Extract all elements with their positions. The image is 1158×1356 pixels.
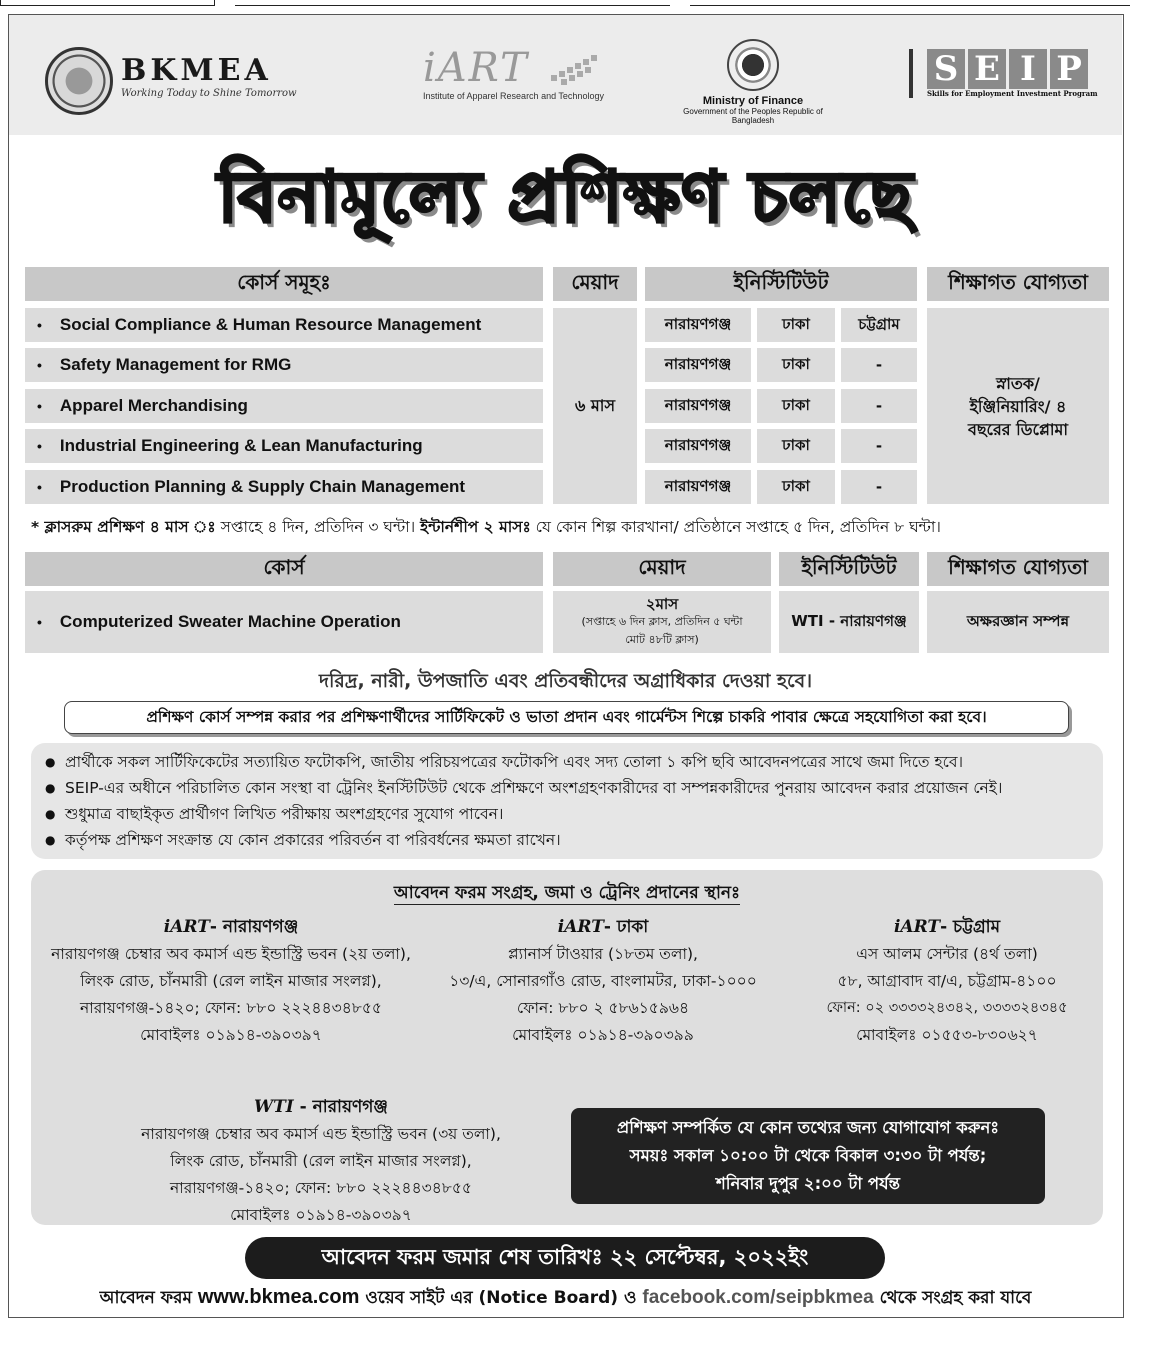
- address-line: মোবাইলঃ ০১৯১৪-৩৯০৩৯৭: [140, 1026, 322, 1044]
- course-name: Safety Management for RMG: [59, 355, 292, 374]
- course-name: Social Compliance & Human Resource Management: [59, 315, 482, 334]
- city-name: - ঢাকা: [603, 917, 649, 937]
- note-internship-label: ইন্টার্নশীপ ২ মাসঃ: [420, 518, 531, 536]
- table2-header-institute: ইনিস্টিটিউট: [779, 552, 919, 586]
- table2-qualification: অক্ষরজ্ঞান সম্পন্ন: [927, 591, 1109, 653]
- website-link[interactable]: www.bkmea.com: [197, 1286, 360, 1308]
- course-row-2: • Safety Management for RMG: [25, 348, 543, 382]
- inst-cell: ঢাকা: [757, 308, 835, 342]
- inst-cell: -: [841, 389, 917, 423]
- table2-duration: [553, 591, 771, 653]
- contact-line: সময়ঃ সকাল ১০:০০ টা থেকে বিকাল ৩:৩০ টা পর্যন্ত;: [629, 1146, 987, 1165]
- table1-qualification: স্নাতক/ ইঞ্জিনিয়ারিং/ ৪ বছরের ডিপ্লোমা: [927, 308, 1109, 504]
- address-iart-dhaka: [433, 914, 773, 1049]
- table1-header-institute: ইনিস্টিটিউট: [645, 267, 917, 301]
- city-name: - নারায়ণগঞ্জ: [293, 1097, 388, 1117]
- course-name: Production Planning & Supply Chain Management: [59, 477, 466, 496]
- bkmea-seal-icon: [45, 47, 113, 115]
- sweater-course-row: • Computerized Sweater Machine Operation: [25, 591, 543, 653]
- course-name: Computerized Sweater Machine Operation: [59, 612, 401, 631]
- table1-duration: ৬ মাস: [553, 308, 637, 504]
- address-heading: [31, 914, 431, 941]
- city-name: - চট্টগ্রাম: [940, 917, 1001, 937]
- rules-list: [31, 743, 1103, 859]
- priority-statement: দরিদ্র, নারী, উপজাতি এবং প্রতিবন্ধীদের অগ্রাধিকার দেওয়া হবে।: [319, 670, 812, 692]
- address-line: লিংক রোড, চাঁনমারী (রেল লাইন মাজার সংলগ্ন),: [170, 1152, 472, 1170]
- address-line: ফোন: ০২ ৩৩৩৩২৪৩৪২, ৩৩৩৩২৪৩৪৫: [826, 1000, 1068, 1016]
- address-line: মোবাইলঃ ০১৫৫৩-৮৩০৬২৭: [856, 1026, 1038, 1044]
- addresses-title-text: আবেদন ফরম সংগ্রহ, জমা ও ট্রেনিং প্রদানের স্থানঃ: [393, 883, 741, 903]
- address-wti-narayanganj: [121, 1094, 521, 1229]
- note-classroom-text: সপ্তাহে ৪ দিন, প্রতিদিন ৩ ঘন্টা।: [215, 518, 421, 536]
- address-iart-narayanganj: [31, 914, 431, 1049]
- inst-cell: -: [841, 470, 917, 504]
- mof-subtitle: Government of the Peoples Republic of Bangladesh: [683, 107, 823, 125]
- seip-subtitle: Skills for Employment Investment Program: [927, 89, 1098, 98]
- duration-main: ২মাস: [645, 595, 679, 613]
- brand-name: iART: [893, 917, 941, 937]
- deadline-banner: আবেদন ফরম জমার শেষ তারিখঃ ২২ সেপ্টেম্বর, ২০২২ইং: [245, 1237, 885, 1279]
- address-line: নারায়ণগঞ্জ চেম্বার অব কমার্স এন্ড ইন্ডাস্ট্রি ভবন (৩য় তলা),: [141, 1125, 501, 1143]
- bkmea-wordmark: [121, 53, 297, 99]
- seip-letter: E: [968, 49, 1006, 89]
- bkmea-logo: [45, 47, 113, 115]
- addresses-panel: [31, 870, 1103, 1225]
- course-row-4: • Industrial Engineering & Lean Manufacturing: [25, 429, 543, 463]
- address-line: নারায়ণগঞ্জ-১৪২০; ফোন: ৮৮০ ২২২৪৪৩৪৮৫৫: [80, 999, 382, 1017]
- address-line: ৫৮, আগ্রাবাদ বা/এ, চট্টগ্রাম-৪১০০: [837, 972, 1057, 990]
- table1-header-course: কোর্স সমূহঃ: [25, 267, 543, 301]
- mof-logo: [665, 39, 841, 125]
- footer-note: [9, 1285, 1122, 1313]
- bkmea-name: BKMEA: [121, 53, 272, 88]
- top-strip-box-left: [0, 0, 215, 6]
- course-name: Industrial Engineering & Lean Manufacturing: [59, 436, 423, 455]
- top-strip: [0, 0, 1158, 10]
- inst-cell: নারায়ণগঞ্জ: [645, 348, 751, 382]
- seip-letter: P: [1050, 49, 1088, 89]
- course-row-3: • Apparel Merchandising: [25, 389, 543, 423]
- footer-pre: আবেদন ফরম: [99, 1288, 198, 1308]
- bkmea-tagline: Working Today to Shine Tomorrow: [121, 88, 297, 99]
- inst-cell: চট্টগ্রাম: [841, 308, 917, 342]
- table1-header-duration: মেয়াদ: [553, 267, 637, 301]
- address-heading: [121, 1094, 521, 1121]
- address-line: নারায়ণগঞ্জ-১৪২০; ফোন: ৮৮০ ২২২৪৪৩৪৮৫৫: [170, 1179, 472, 1197]
- addresses-title: [31, 880, 1103, 908]
- seip-letters: [927, 49, 1098, 89]
- address-line: প্ল্যানার্স টাওয়ার (১৮তম তলা),: [508, 945, 698, 963]
- inst-cell: নারায়ণগঞ্জ: [645, 389, 751, 423]
- inst-cell: ঢাকা: [757, 348, 835, 382]
- address-heading: [433, 914, 773, 941]
- rule-item: ● কর্তৃপক্ষ প্রশিক্ষণ সংক্রান্ত যে কোন প্রকারের পরিবর্তন বা পরিবর্ধনের ক্ষমতা রাখেন।: [41, 827, 1093, 853]
- rule-item: ● SEIP-এর অধীনে পরিচালিত কোন সংস্থা বা ট্রেনিং ইনস্টিটিউট থেকে প্রশিক্ষণে অংশগ্রহণকারীদের বা সম্পন্নকারীদের পুনরায় আবেদন করার প্রয়োজন নেই।: [41, 775, 1093, 801]
- address-line: ফোন: ৮৮০ ২ ৫৮৬১৫৯৬৪: [516, 999, 690, 1017]
- top-strip-box-middle: [235, 0, 670, 6]
- logo-header: [9, 15, 1122, 135]
- table2-header-course: কোর্স: [25, 552, 543, 586]
- address-line: নারায়ণগঞ্জ চেম্বার অব কমার্স এন্ড ইন্ডাস্ট্রি ভবন (২য় তলা),: [51, 945, 411, 963]
- brand-name: iART: [163, 917, 210, 937]
- address-line: মোবাইলঃ ০১৯১৪-৩৯০৩৯৭: [230, 1206, 412, 1224]
- seip-letter: I: [1009, 49, 1047, 89]
- note-classroom-label: * ক্লাসরুম প্রশিক্ষণ ৪ মাস ঃ: [31, 518, 216, 536]
- footer-mid: ওয়েব সাইট এর (Notice Board) ও: [359, 1288, 643, 1308]
- inst-cell: নারায়ণগঞ্জ: [645, 308, 751, 342]
- address-line: এস আলম সেন্টার (৪র্থ তলা): [856, 945, 1038, 963]
- contact-hours-box: [571, 1108, 1045, 1204]
- city-name: - নারায়ণগঞ্জ: [209, 917, 299, 937]
- duration-detail: (সপ্তাহে ৬ দিন ক্লাস, প্রতিদিন ৫ ঘন্টা: [581, 615, 743, 628]
- address-iart-chattogram: [791, 914, 1103, 1049]
- headline: বিনামূল্যে প্রশিক্ষণ চলছে: [217, 156, 914, 238]
- address-line: ১৩/এ, সোনারগাঁও রোড, বাংলামটর, ঢাকা-১০০০: [449, 972, 757, 990]
- iart-swoosh-icon: [547, 53, 603, 87]
- iart-wordmark: iART: [423, 45, 529, 91]
- iart-subtitle: Institute of Apparel Research and Technology: [423, 91, 604, 101]
- table2-header-duration: মেয়াদ: [553, 552, 771, 586]
- inst-cell: ঢাকা: [757, 429, 835, 463]
- certificate-note: প্রশিক্ষণ কোর্স সম্পন্ন করার পর প্রশিক্ষণার্থীদের সার্টিফিকেট ও ভাতা প্রদান এবং গার্মেন্টস শিল্পে চাকরি পাবার ক্ষেত্রে সহযোগিতা করা হবে।: [64, 701, 1069, 734]
- course-name: Apparel Merchandising: [59, 396, 248, 415]
- inst-cell: ঢাকা: [757, 470, 835, 504]
- table2-header-qualification: শিক্ষাগত যোগ্যতা: [927, 552, 1109, 586]
- rule-item: ● শুধুমাত্র বাছাইকৃত প্রার্থীগণ লিখিত পরীক্ষায় অংশগ্রহণের সুযোগ পাবেন।: [41, 801, 1093, 827]
- govt-seal-icon: [727, 39, 779, 91]
- contact-line: প্রশিক্ষণ সম্পর্কিত যে কোন তথ্যের জন্য যোগাযোগ করুনঃ: [616, 1118, 1000, 1137]
- course-row-5: • Production Planning & Supply Chain Management: [25, 470, 543, 504]
- address-line: লিংক রোড, চাঁনমারী (রেল লাইন মাজার সংলগ্ন),: [80, 972, 382, 990]
- inst-cell: -: [841, 429, 917, 463]
- seip-logo: [909, 49, 1098, 98]
- rule-item: ● প্রার্থীকে সকল সার্টিফিকেটের সত্যায়িত ফটোকপি, জাতীয় পরিচয়পত্রের ফটোকপি এবং সদ্য তোলা ১ কপি ছবি আবেদনপত্রের সাথে জমা দিতে হবে।: [41, 749, 1093, 775]
- table1-header-qualification: শিক্ষাগত যোগ্যতা: [927, 267, 1109, 301]
- address-heading: [791, 914, 1103, 941]
- inst-cell: নারায়ণগঞ্জ: [645, 429, 751, 463]
- address-line: মোবাইলঃ ০১৯১৪-৩৯০৩৯৯: [512, 1026, 694, 1044]
- footer-post: থেকে সংগ্রহ করা যাবে: [873, 1288, 1032, 1308]
- inst-cell: -: [841, 348, 917, 382]
- inst-cell: ঢাকা: [757, 389, 835, 423]
- duration-detail: মোট ৪৮টি ক্লাস): [625, 633, 699, 646]
- top-strip-box-right: [690, 0, 1130, 6]
- training-schedule-note: [31, 515, 941, 541]
- table2-institute: WTI - নারায়ণগঞ্জ: [779, 591, 919, 653]
- contact-line: শনিবার দুপুর ২:০০ টা পর্যন্ত: [716, 1174, 900, 1193]
- inst-cell: নারায়ণগঞ্জ: [645, 470, 751, 504]
- advertisement: [8, 14, 1124, 1318]
- seip-letter: S: [927, 49, 965, 89]
- note-internship-text: যে কোন শিল্প কারখানা/ প্রতিষ্ঠানে সপ্তাহে ৫ দিন, প্রতিদিন ৮ ঘন্টা।: [530, 518, 941, 536]
- brand-name: WTI: [254, 1097, 294, 1117]
- mof-title: Ministry of Finance: [702, 95, 804, 107]
- brand-name: iART: [557, 917, 604, 937]
- facebook-link[interactable]: facebook.com/seipbkmea: [642, 1287, 874, 1308]
- course-row-1: • Social Compliance & Human Resource Management: [25, 308, 543, 342]
